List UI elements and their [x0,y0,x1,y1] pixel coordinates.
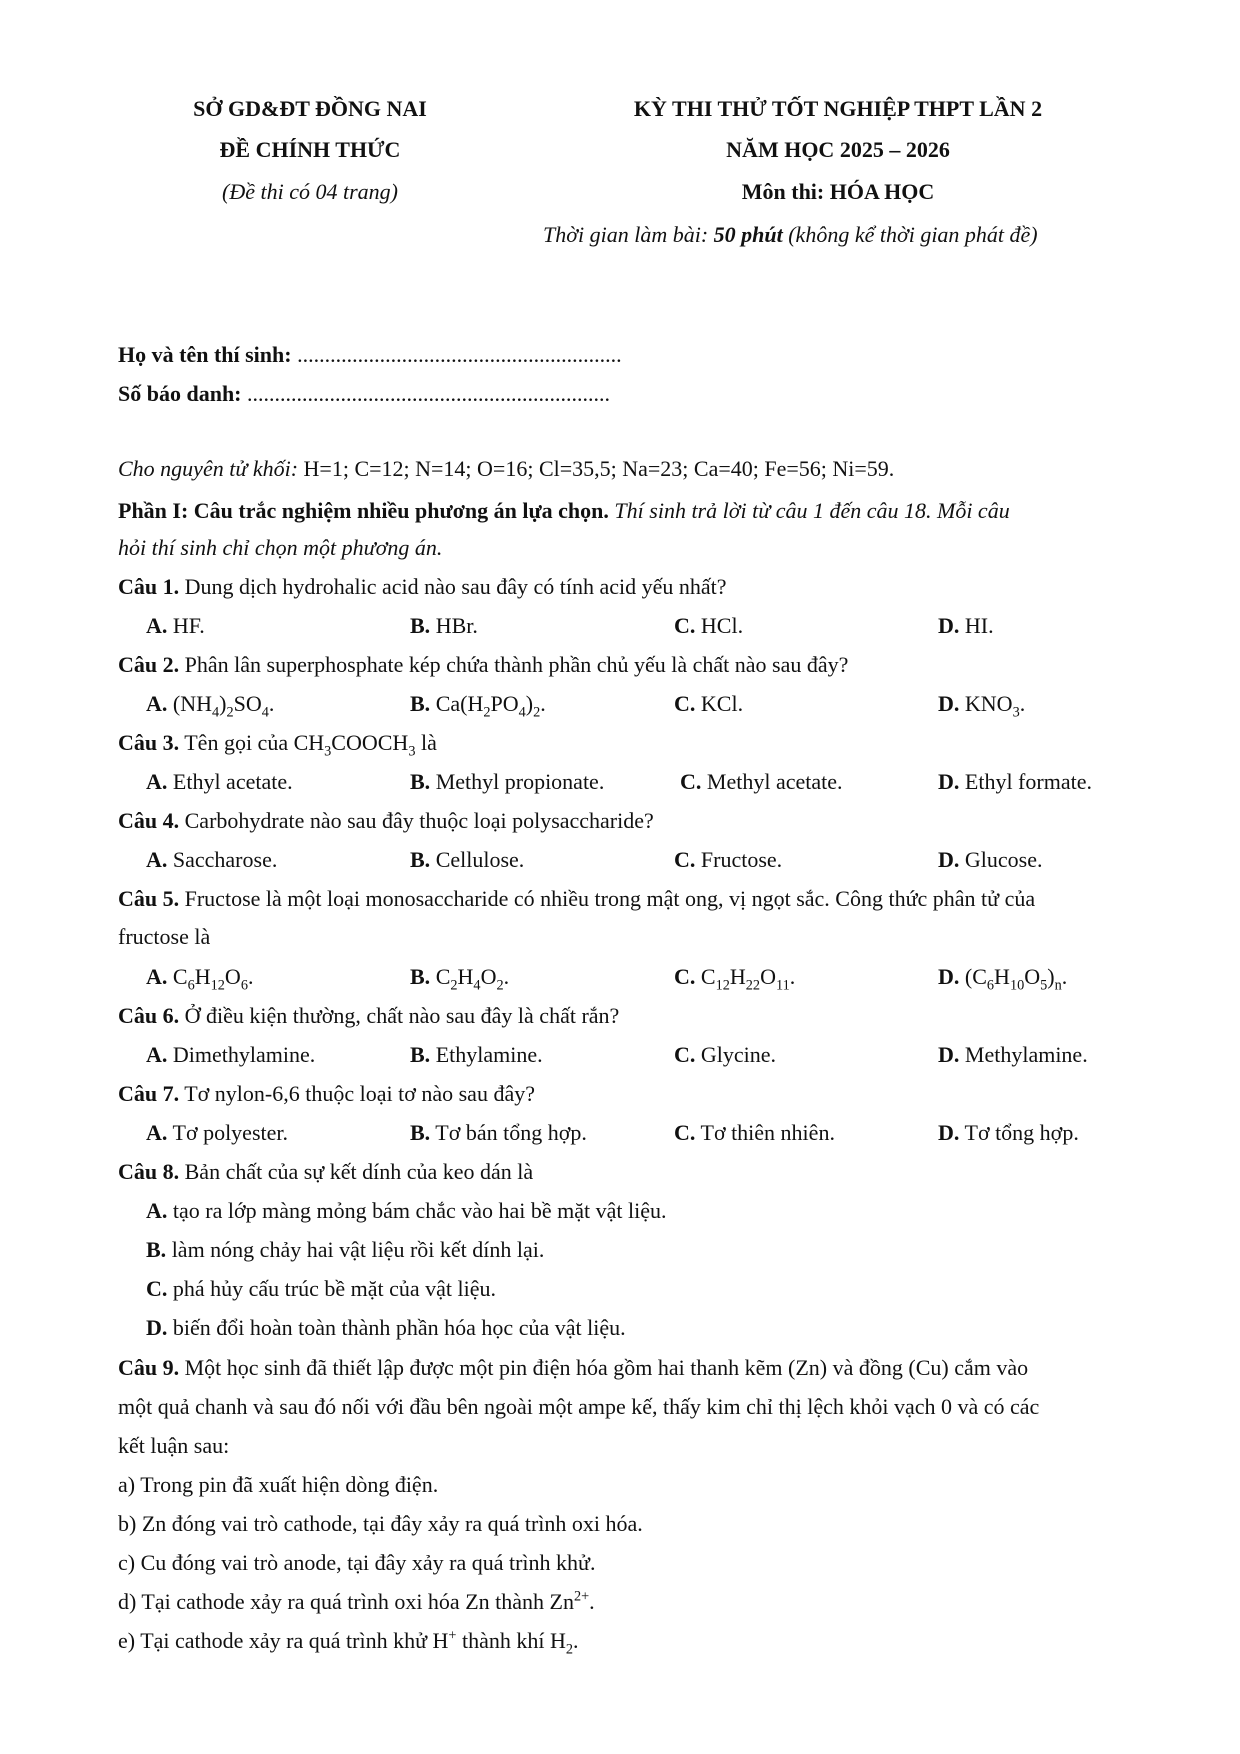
exam-title: KỲ THI THỬ TỐT NGHIỆP THPT LẦN 2 [633,96,1043,121]
question-6 [118,1005,619,1027]
time-line [543,224,1038,246]
question-label: Câu 1. [118,574,180,599]
department-name: SỞ GD&ĐT ĐỒNG NAI [193,96,427,121]
question-1 [118,576,727,598]
part1-instruction-cont: hỏi thí sinh chỉ chọn một phương án. [118,535,443,560]
q4-option-c: C. Fructose. [674,847,783,872]
question-text: Dung dịch hydrohalic acid nào sau đây có tính acid yếu nhất? [184,574,727,599]
q8-option-b: B. làm nóng chảy hai vật liệu rồi kết dính lại. [146,1237,545,1262]
q7-option-b: B. Tơ bán tổng hợp. [410,1120,587,1145]
q7-option-c: C. Tơ thiên nhiên. [674,1120,835,1145]
part1-heading [118,500,1010,522]
part1-title: Phần I: Câu trắc nghiệm nhiều phương án lựa chọn. [118,498,609,523]
candidate-id-line [118,383,610,405]
q2-option-a: A. $(NH_4)_2SO_4$. [146,691,275,721]
question-text: Tơ nylon-6,6 thuộc loại tơ nào sau đây? [184,1081,535,1106]
question-label: Câu 4. [118,808,180,833]
q3-option-a: A. Ethyl acetate. [146,769,293,794]
question-label: Câu 5. [118,886,180,911]
subject-name: HÓA HỌC [829,179,935,204]
question-2 [118,654,848,676]
q7-option-d: D. Tơ tổng hợp. [938,1120,1079,1145]
candidate-name-dots: ........................................................... [297,342,622,367]
q1-option-b: B. HBr. [410,613,478,638]
school-year: NĂM HỌC 2025 – 2026 [726,137,950,162]
q4-option-d: D. Glucose. [938,847,1043,872]
candidate-id-label: Số báo danh: [118,381,242,406]
q6-option-b: B. Ethylamine. [410,1042,543,1067]
q3-option-d: D. Ethyl formate. [938,769,1092,794]
q1-option-d: D. HI. [938,613,994,638]
q9-statement-c: c) Cu đóng vai trò anode, tại đây xảy ra quá trình khử. [118,1550,596,1575]
subject-line [742,181,935,203]
q8-option-c: C. phá hủy cấu trúc bề mặt của vật liệu. [146,1276,497,1301]
time-prefix: Thời gian làm bài: [543,222,714,247]
q8-option-d: D. biến đổi hoàn toàn thành phần hóa học của vật liệu. [146,1315,626,1340]
question-9 [118,1357,1028,1379]
candidate-name-label: Họ và tên thí sinh: [118,342,292,367]
q4-option-b: B. Cellulose. [410,847,525,872]
candidate-name-line [118,344,622,366]
question-text: Carbohydrate nào sau đây thuộc loại polysaccharide? [184,808,654,833]
question-9-cont-2: kết luận sau: [118,1433,230,1458]
q8-option-a: A. tạo ra lớp màng mỏng bám chắc vào hai bề mặt vật liệu. [146,1198,667,1223]
question-text: Một học sinh đã thiết lập được một pin điện hóa gồm hai thanh kẽm (Zn) và đồng (Cu) cắm vào [184,1355,1029,1380]
official-exam-label: ĐỀ CHÍNH THỨC [219,137,401,162]
question-label: Câu 6. [118,1003,180,1028]
q9-statement-b: b) Zn đóng vai trò cathode, tại đây xảy ra quá trình oxi hóa. [118,1511,643,1536]
q3-option-b: B. Methyl propionate. [410,769,605,794]
time-suffix: (không kể thời gian phát đề) [782,222,1038,247]
q2-option-d: D. $KNO_3$. [938,691,1026,721]
q3-option-c: C. Methyl acetate. [680,769,843,794]
question-7 [118,1083,535,1105]
question-8 [118,1161,533,1183]
q9-statement-d: d) Tại cathode xảy ra quá trình oxi hóa Zn thành $Zn^{2+}$. [118,1588,595,1614]
time-value: 50 phút [713,222,783,247]
subject-prefix: Môn thi: [741,179,830,204]
question-3: Câu 3. Tên gọi của $CH_3COOCH_3$ là [118,730,437,760]
part1-instruction: Thí sinh trả lời từ câu 1 đến câu 18. Mỗi câu [614,498,1010,523]
question-9-cont-1: một quả chanh và sau đó nối với đầu bên ngoài một ampe kế, thấy kim chỉ thị lệch khỏi vạch 0 và có các [118,1394,1040,1419]
q4-option-a: A. Saccharose. [146,847,278,872]
atomic-masses-label: Cho nguyên tử khối: [118,456,299,481]
q5-option-a: A. $C_6H_{12}O_6$. [146,964,254,994]
q1-option-a: A. HF. [146,613,205,638]
question-4 [118,810,654,832]
question-5-cont: fructose là [118,924,211,949]
q5-option-d: D. $(C_6H_{10}O_5)_n$. [938,964,1068,994]
candidate-id-dots: .................................................................. [247,381,611,406]
question-label: Câu 2. [118,652,180,677]
question-label: Câu 7. [118,1081,180,1106]
question-label: Câu 9. [118,1355,180,1380]
q6-option-a: A. Dimethylamine. [146,1042,316,1067]
question-text: Bản chất của sự kết dính của keo dán là [184,1159,534,1184]
q9-statement-a: a) Trong pin đã xuất hiện dòng điện. [118,1472,439,1497]
q2-option-c: C. KCl. [674,691,744,716]
q6-option-d: D. Methylamine. [938,1042,1088,1067]
question-label: Câu 3. [118,730,180,755]
atomic-masses [118,458,894,480]
q5-option-c: C. $C_{12}H_{22}O_{11}$. [674,964,796,994]
question-text: Phân lân superphosphate kép chứa thành phần chủ yếu là chất nào sau đây? [184,652,849,677]
q5-option-b: B. $C_2H_4O_2$. [410,964,510,994]
question-text: Ở điều kiện thường, chất nào sau đây là chất rắn? [184,1003,620,1028]
q7-option-a: A. Tơ polyester. [146,1120,288,1145]
page-count-note: (Đề thi có 04 trang) [222,179,398,204]
q1-option-c: C. HCl. [674,613,744,638]
question-label: Câu 8. [118,1159,180,1184]
q2-option-b: B. $Ca(H_2PO_4)_2$. [410,691,546,721]
q6-option-c: C. Glycine. [674,1042,777,1067]
question-text: Fructose là một loại monosaccharide có nhiều trong mật ong, vị ngọt sắc. Công thức phân tử của [184,886,1036,911]
question-5 [118,888,1035,910]
q9-statement-e: e) Tại cathode xảy ra quá trình khử H+ thành khí $H_2$. [118,1627,579,1658]
atomic-masses-values: H=1; C=12; N=14; O=16; Cl=35,5; Na=23; Ca=40; Fe=56; Ni=59. [303,456,895,481]
